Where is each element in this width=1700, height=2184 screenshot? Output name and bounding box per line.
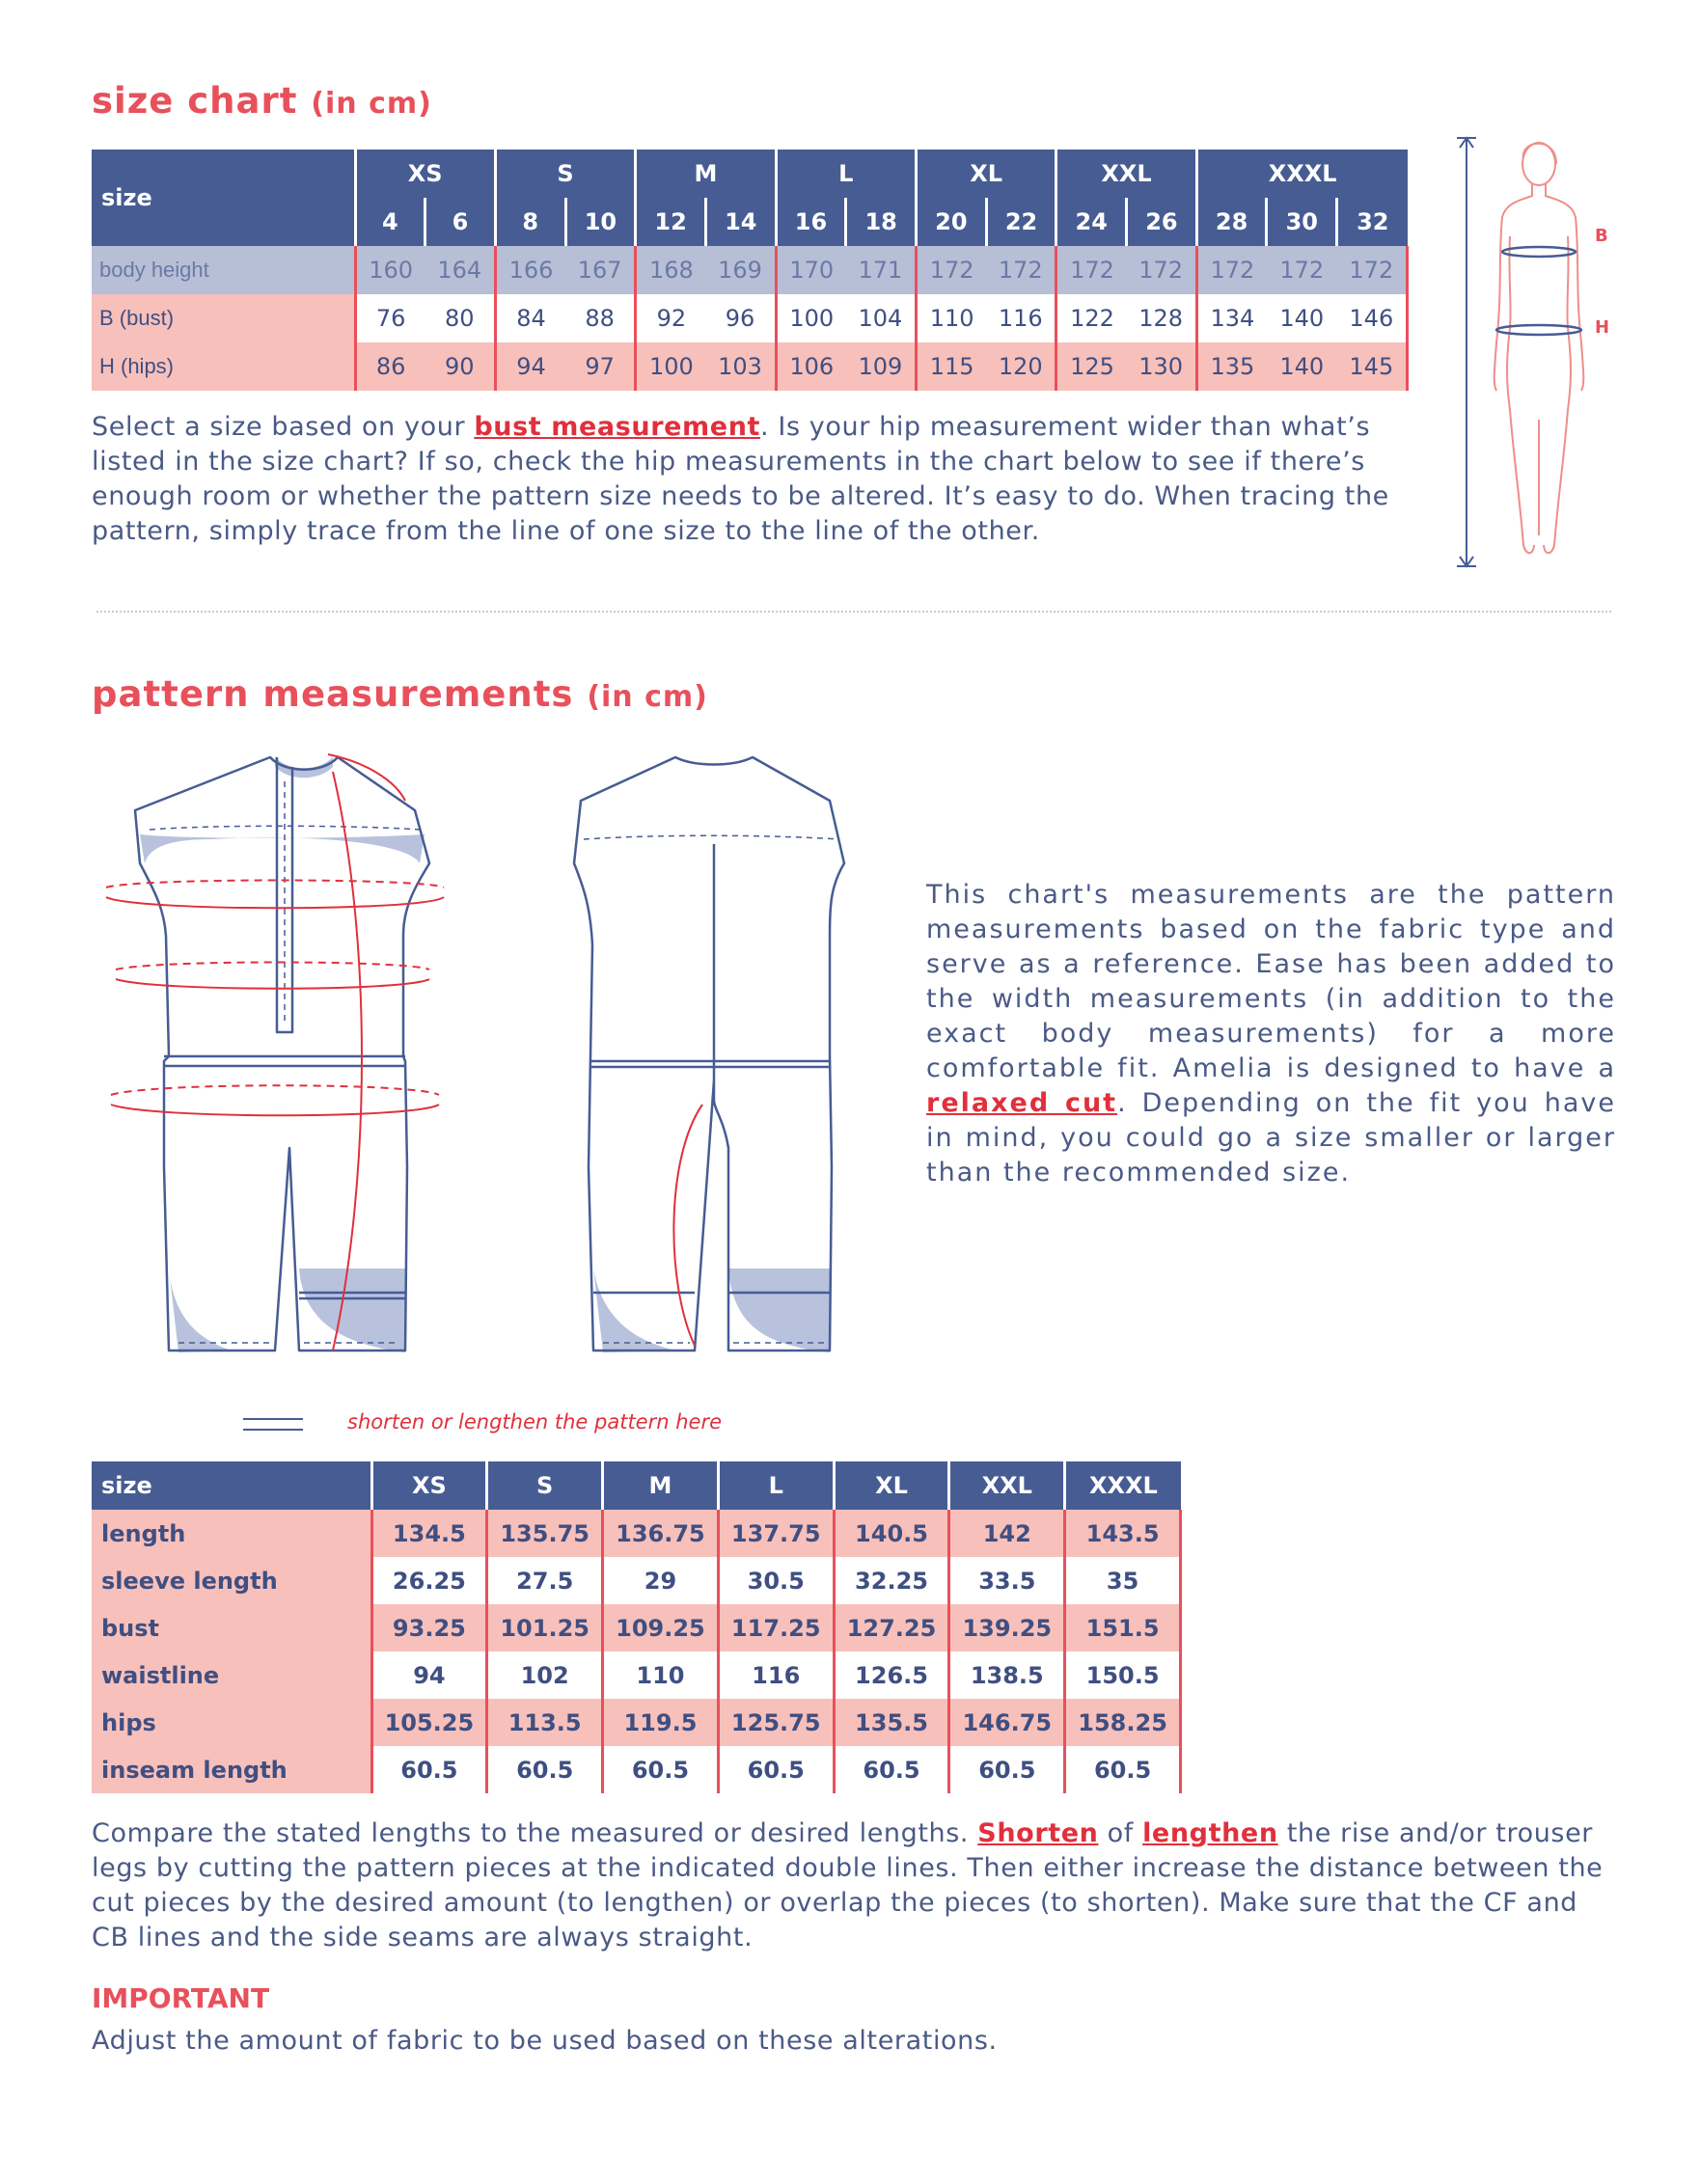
size-chart-cell: 84 xyxy=(495,294,565,342)
size-chart-cell: 76 xyxy=(355,294,425,342)
size-chart-cell: 172 xyxy=(917,246,987,294)
size-column-header: XS xyxy=(371,1461,487,1510)
size-number-header: 14 xyxy=(705,198,776,246)
pattern-table-cell: 105.25 xyxy=(371,1699,487,1746)
size-chart-cell: 172 xyxy=(986,246,1056,294)
size-column-header: XXXL xyxy=(1065,1461,1181,1510)
size-chart-cell: 109 xyxy=(846,342,917,391)
hips-marker-label: H xyxy=(1595,317,1610,338)
height-arrow-icon xyxy=(1457,138,1476,566)
size-chart-cell: 115 xyxy=(917,342,987,391)
pattern-table-cell: 146.75 xyxy=(949,1699,1065,1746)
shorten-link[interactable]: Shorten xyxy=(977,1818,1099,1848)
size-chart-cell: 104 xyxy=(846,294,917,342)
pattern-table-cell: 26.25 xyxy=(371,1557,487,1604)
shorten-lengthen-legend: shorten or lengthen the pattern here xyxy=(347,1410,722,1433)
lengthen-link[interactable]: lengthen xyxy=(1142,1818,1278,1848)
pattern-table-cell: 60.5 xyxy=(834,1746,949,1793)
size-number-header: 26 xyxy=(1127,198,1197,246)
size-header: size xyxy=(92,1461,371,1510)
pattern-table-cell: 125.75 xyxy=(718,1699,834,1746)
size-group-header: M xyxy=(636,150,776,198)
pattern-table-cell: 158.25 xyxy=(1065,1699,1181,1746)
row-label: bust xyxy=(92,1604,371,1652)
size-chart-cell: 106 xyxy=(776,342,846,391)
jumpsuit-back-illustration xyxy=(540,743,888,1370)
pattern-measurements-title: pattern measurements (in cm) xyxy=(92,673,708,715)
pattern-table-cell: 110 xyxy=(603,1652,719,1699)
pattern-table-cell: 60.5 xyxy=(949,1746,1065,1793)
size-number-header: 12 xyxy=(636,198,706,246)
size-chart-cell: 134 xyxy=(1196,294,1267,342)
size-chart-cell: 135 xyxy=(1196,342,1267,391)
size-group-header-row xyxy=(92,150,1408,198)
row-label: H (hips) xyxy=(92,342,355,391)
row-label: inseam length xyxy=(92,1746,371,1793)
pattern-table-row xyxy=(92,1699,1181,1746)
size-chart-cell: 167 xyxy=(565,246,636,294)
size-chart-cell: 160 xyxy=(355,246,425,294)
size-chart-cell: 92 xyxy=(636,294,706,342)
pattern-table-cell: 93.25 xyxy=(371,1604,487,1652)
size-group-header: S xyxy=(495,150,635,198)
size-number-header: 16 xyxy=(776,198,846,246)
pattern-table-cell: 94 xyxy=(371,1652,487,1699)
size-group-header: L xyxy=(776,150,916,198)
pattern-table-cell: 142 xyxy=(949,1510,1065,1557)
pattern-table-cell: 60.5 xyxy=(371,1746,487,1793)
pattern-table-cell: 32.25 xyxy=(834,1557,949,1604)
pattern-table-cell: 60.5 xyxy=(1065,1746,1181,1793)
pattern-table-cell: 134.5 xyxy=(371,1510,487,1557)
size-group-header: XL xyxy=(917,150,1056,198)
pattern-table-row xyxy=(92,1604,1181,1652)
bust-marker-label: B xyxy=(1595,226,1608,246)
pattern-table-cell: 109.25 xyxy=(603,1604,719,1652)
important-text: Adjust the amount of fabric to be used based on these alterations. xyxy=(92,2026,998,2056)
size-chart-cell: 94 xyxy=(495,342,565,391)
size-chart-cell: 170 xyxy=(776,246,846,294)
row-label: length xyxy=(92,1510,371,1557)
relaxed-cut-link[interactable]: relaxed cut xyxy=(926,1088,1118,1118)
size-number-header: 10 xyxy=(565,198,636,246)
size-chart-cell: 145 xyxy=(1337,342,1408,391)
size-chart-cell: 86 xyxy=(355,342,425,391)
pattern-table-row xyxy=(92,1510,1181,1557)
pattern-table-cell: 116 xyxy=(718,1652,834,1699)
size-number-header: 20 xyxy=(917,198,987,246)
bust-measurement-link[interactable]: bust measurement xyxy=(474,412,761,442)
size-chart-cell: 146 xyxy=(1337,294,1408,342)
size-chart-cell: 164 xyxy=(425,246,496,294)
size-number-header: 24 xyxy=(1056,198,1127,246)
pattern-table-cell: 33.5 xyxy=(949,1557,1065,1604)
size-chart-table xyxy=(92,150,1409,391)
size-chart-cell: 122 xyxy=(1056,294,1127,342)
pattern-table-cell: 139.25 xyxy=(949,1604,1065,1652)
pattern-table-cell: 151.5 xyxy=(1065,1604,1181,1652)
pattern-table-cell: 126.5 xyxy=(834,1652,949,1699)
pattern-table-cell: 119.5 xyxy=(603,1699,719,1746)
pattern-table-cell: 35 xyxy=(1065,1557,1181,1604)
size-chart-cell: 128 xyxy=(1127,294,1197,342)
size-group-header: XXL xyxy=(1056,150,1196,198)
pattern-table-cell: 117.25 xyxy=(718,1604,834,1652)
pattern-table-cell: 30.5 xyxy=(718,1557,834,1604)
size-column-header: M xyxy=(603,1461,719,1510)
size-group-header: XXXL xyxy=(1196,150,1407,198)
pattern-table-cell: 140.5 xyxy=(834,1510,949,1557)
pattern-table-cell: 135.5 xyxy=(834,1699,949,1746)
size-chart-cell: 166 xyxy=(495,246,565,294)
size-number-header: 30 xyxy=(1267,198,1337,246)
size-chart-cell: 80 xyxy=(425,294,496,342)
size-chart-cell: 172 xyxy=(1056,246,1127,294)
size-chart-cell: 172 xyxy=(1127,246,1197,294)
size-column-header: S xyxy=(487,1461,603,1510)
size-chart-cell: 116 xyxy=(986,294,1056,342)
pattern-table-row xyxy=(92,1746,1181,1793)
size-chart-cell: 168 xyxy=(636,246,706,294)
pattern-table-cell: 27.5 xyxy=(487,1557,603,1604)
size-chart-cell: 171 xyxy=(846,246,917,294)
pattern-table-header-row xyxy=(92,1461,1181,1510)
size-chart-row xyxy=(92,294,1408,342)
pattern-table-row xyxy=(92,1557,1181,1604)
pattern-measurements-table xyxy=(92,1461,1182,1793)
pattern-table-cell: 113.5 xyxy=(487,1699,603,1746)
size-chart-title: size chart (in cm) xyxy=(92,80,432,122)
size-chart-cell: 172 xyxy=(1267,246,1337,294)
woman-silhouette-icon xyxy=(1494,143,1584,553)
size-chart-cell: 172 xyxy=(1337,246,1408,294)
pattern-table-cell: 60.5 xyxy=(603,1746,719,1793)
pattern-description-paragraph: This chart's measurements are the pattern measurements based on the fabric type and serve as a reference. Ease has been added to the width measurements (in addition to the exact body measurements) for a more comfortable fit. Amelia is designed to have a relaxed cut. Depending on the fit you have in mind, you could go a size smaller or larger than the recommended size. xyxy=(926,880,1616,1188)
size-chart-cell: 97 xyxy=(565,342,636,391)
size-chart-cell: 120 xyxy=(986,342,1056,391)
size-column-header: XXL xyxy=(949,1461,1065,1510)
pattern-table-cell: 101.25 xyxy=(487,1604,603,1652)
size-number-header: 6 xyxy=(425,198,496,246)
size-chart-cell: 103 xyxy=(705,342,776,391)
size-column-header: XL xyxy=(834,1461,949,1510)
size-chart-row xyxy=(92,342,1408,391)
size-number-header: 4 xyxy=(355,198,425,246)
size-chart-cell: 140 xyxy=(1267,294,1337,342)
pattern-table-cell: 136.75 xyxy=(603,1510,719,1557)
size-chart-cell: 169 xyxy=(705,246,776,294)
size-number-header: 8 xyxy=(495,198,565,246)
size-chart-cell: 130 xyxy=(1127,342,1197,391)
size-number-header: 18 xyxy=(846,198,917,246)
size-group-header: XS xyxy=(355,150,495,198)
row-label: hips xyxy=(92,1699,371,1746)
size-header: size xyxy=(92,150,355,246)
size-chart-cell: 100 xyxy=(776,294,846,342)
size-chart-cell: 110 xyxy=(917,294,987,342)
size-number-header: 28 xyxy=(1196,198,1267,246)
size-number-header: 22 xyxy=(986,198,1056,246)
compare-paragraph: Compare the stated lengths to the measured or desired lengths. Shorten of lengthen the rise and/or trouser legs by cutting the pattern pieces at the indicated double lines. Then either increase the distance between the cut pieces by the desired amount (to lengthen) or overlap the pieces (to shorten). Make sure that the CF and CB lines and the side seams are always straight. xyxy=(92,1818,1604,1952)
size-chart-cell: 140 xyxy=(1267,342,1337,391)
pattern-table-cell: 143.5 xyxy=(1065,1510,1181,1557)
double-line-icon xyxy=(243,1418,303,1431)
size-advice-paragraph: Select a size based on your bust measurement. Is your hip measurement wider than what’s listed in the size chart? If so, check the hip measurements in the chart below to see if there’s enough room or whether the pattern size needs to be altered. It’s easy to do. When tracing the pattern, simply trace from the line of one size to the line of the other. xyxy=(92,412,1389,546)
row-label: B (bust) xyxy=(92,294,355,342)
pattern-table-cell: 102 xyxy=(487,1652,603,1699)
pattern-table-cell: 135.75 xyxy=(487,1510,603,1557)
section-divider xyxy=(96,611,1611,613)
size-number-header: 32 xyxy=(1337,198,1408,246)
size-chart-cell: 100 xyxy=(636,342,706,391)
body-figure-illustration xyxy=(1442,130,1626,574)
pattern-table-cell: 60.5 xyxy=(718,1746,834,1793)
size-chart-cell: 96 xyxy=(705,294,776,342)
size-chart-row xyxy=(92,246,1408,294)
size-chart-cell: 90 xyxy=(425,342,496,391)
size-column-header: L xyxy=(718,1461,834,1510)
size-chart-cell: 88 xyxy=(565,294,636,342)
pattern-table-cell: 29 xyxy=(603,1557,719,1604)
pattern-table-cell: 60.5 xyxy=(487,1746,603,1793)
pattern-table-cell: 127.25 xyxy=(834,1604,949,1652)
row-label: body height xyxy=(92,246,355,294)
pattern-table-row xyxy=(92,1652,1181,1699)
size-chart-cell: 172 xyxy=(1196,246,1267,294)
row-label: sleeve length xyxy=(92,1557,371,1604)
pattern-table-cell: 138.5 xyxy=(949,1652,1065,1699)
pattern-table-cell: 150.5 xyxy=(1065,1652,1181,1699)
pattern-table-cell: 137.75 xyxy=(718,1510,834,1557)
row-label: waistline xyxy=(92,1652,371,1699)
size-chart-cell: 125 xyxy=(1056,342,1127,391)
important-heading: IMPORTANT xyxy=(92,1982,270,2014)
jumpsuit-front-illustration xyxy=(96,743,463,1370)
